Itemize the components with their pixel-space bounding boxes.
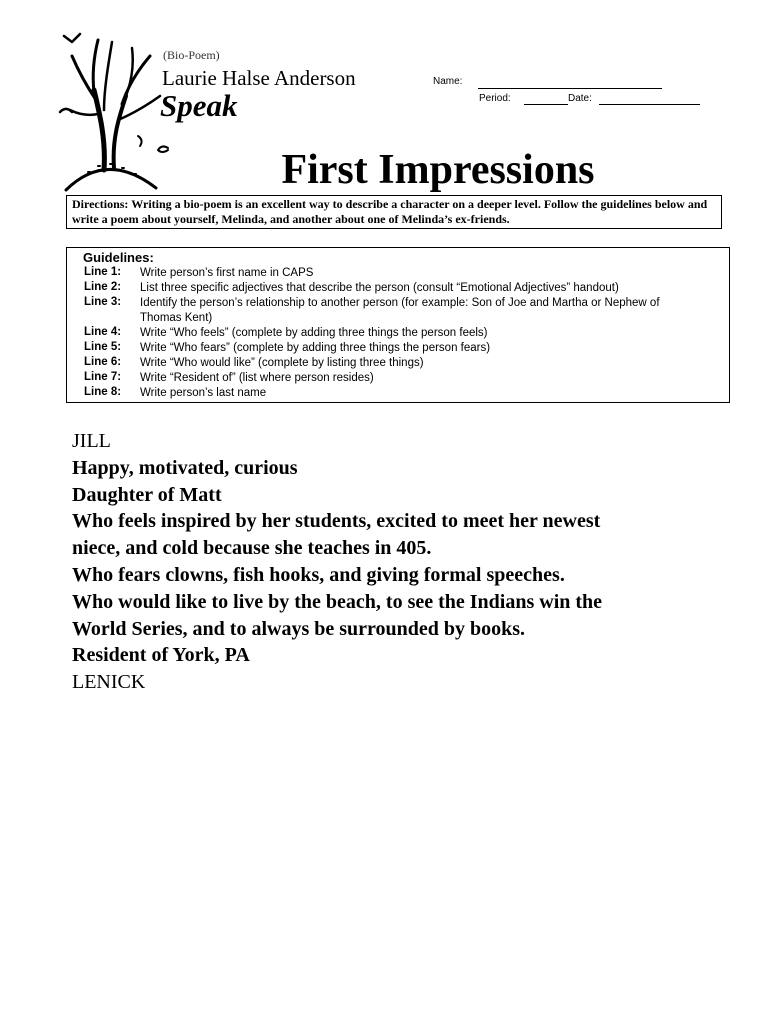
poem-line-last-name: LENICK [72, 671, 146, 694]
guideline-number: Line 4: [84, 326, 122, 338]
guideline-number: Line 7: [84, 371, 122, 383]
poem-line-first-name: JILL [72, 430, 111, 452]
guideline-number: Line 5: [84, 341, 122, 353]
guideline-number: Line 8: [84, 386, 122, 398]
guideline-text: Write “Who fears” (complete by adding three things the person fears) [140, 342, 491, 354]
guidelines-box [66, 247, 730, 403]
date-label: Date: [568, 93, 592, 104]
poem-line: Who feels inspired by her students, excited to meet her newest [72, 510, 601, 533]
poem-line: World Series, and to always be surrounded by books. [72, 617, 526, 640]
name-label: Name: [433, 76, 463, 87]
period-field[interactable] [524, 104, 568, 105]
guideline-text: Write “Who would like” (complete by listing three things) [140, 357, 424, 369]
guideline-text: List three specific adjectives that describe the person (consult “Emotional Adjectives” handout) [140, 282, 619, 294]
poem-line: Happy, motivated, curious [72, 456, 298, 479]
bio-poem-subtitle: (Bio-Poem) [163, 48, 220, 62]
page-title: First Impressions [281, 147, 595, 193]
name-field[interactable] [478, 88, 662, 89]
book-title: Speak [160, 88, 238, 123]
guideline-text: Write person’s first name in CAPS [140, 267, 314, 279]
guideline-text: Write person’s last name [140, 387, 267, 399]
poem-line: Resident of York, PA [72, 644, 250, 667]
poem-line: Who would like to live by the beach, to see the Indians win the [72, 590, 603, 613]
date-field[interactable] [599, 104, 700, 105]
guideline-number: Line 1: [84, 266, 122, 278]
period-label: Period: [479, 93, 511, 104]
guideline-number: Line 2: [84, 281, 122, 293]
guideline-text: Write “Who feels” (complete by adding three things the person feels) [140, 327, 488, 339]
guideline-number: Line 6: [84, 356, 122, 368]
bio-poem [72, 428, 712, 696]
guideline-text: Identify the person’s relationship to another person (for example: Son of Joe and Martha or Nephew of Thomas Kent) [140, 297, 660, 324]
guidelines-heading: Guidelines: [83, 250, 154, 265]
poem-line: niece, and cold because she teaches in 405. [72, 537, 432, 560]
poem-line: Who fears clowns, fish hooks, and giving formal speeches. [72, 563, 565, 586]
guideline-number: Line 3: [84, 296, 122, 308]
author-name: Laurie Halse Anderson [162, 66, 356, 90]
poem-line: Daughter of Matt [72, 483, 222, 506]
directions-box: Directions: Writing a bio-poem is an excellent way to describe a character on a deeper level. Follow the guidelines below and write a poem about yourself, Melinda, and another about one of Melinda’s ex-friends. [66, 195, 722, 229]
guideline-text: Write “Resident of” (list where person resides) [140, 372, 374, 384]
